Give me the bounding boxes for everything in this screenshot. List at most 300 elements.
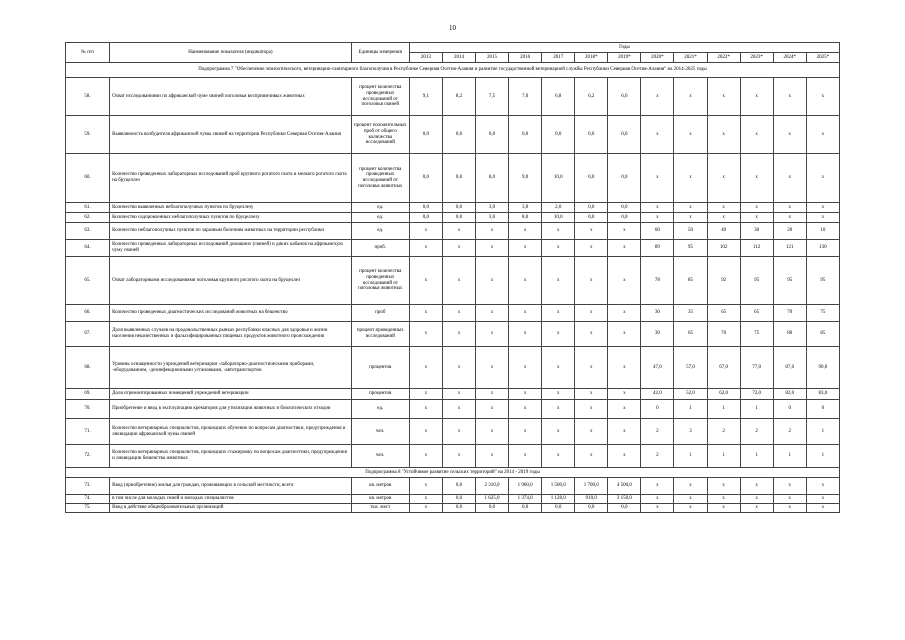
value-cell: х [442, 223, 475, 240]
unit-cell: ед. [351, 203, 409, 213]
value-cell: х [608, 257, 641, 305]
value-cell: х [740, 78, 773, 116]
value-cell: 0,0 [442, 154, 475, 203]
header-year: 2020* [641, 53, 674, 63]
value-cell: 0,0 [442, 504, 475, 513]
value-cell: х [773, 116, 806, 154]
value-cell: 1 [806, 419, 839, 445]
value-cell: х [509, 389, 542, 400]
value-cell: х [641, 203, 674, 213]
value-cell: 1 [707, 400, 740, 419]
row-number: 68. [66, 347, 110, 389]
header-year: 2021* [674, 53, 707, 63]
row-number: 72. [66, 445, 110, 468]
value-cell: х [674, 495, 707, 504]
value-cell: х [674, 478, 707, 495]
value-cell: 77,0 [740, 347, 773, 389]
value-cell: 0,0 [575, 203, 608, 213]
value-cell: 1 [674, 445, 707, 468]
header-year: 2013 [409, 53, 442, 63]
row-number: 71. [66, 419, 110, 445]
value-cell: х [575, 257, 608, 305]
value-cell: х [409, 347, 442, 389]
value-cell: 7,0 [509, 78, 542, 116]
value-cell: х [707, 78, 740, 116]
value-cell: х [773, 478, 806, 495]
value-cell: х [542, 445, 575, 468]
value-cell: х [707, 495, 740, 504]
value-cell: 1 [806, 445, 839, 468]
header-year: 2016 [509, 53, 542, 63]
row-number: 66. [66, 305, 110, 322]
value-cell: х [707, 154, 740, 203]
value-cell: х [575, 389, 608, 400]
row-number: 59. [66, 116, 110, 154]
value-cell: х [542, 347, 575, 389]
row-number: 60. [66, 154, 110, 203]
value-cell: х [707, 116, 740, 154]
value-cell: х [641, 213, 674, 223]
value-cell: 6,8 [542, 78, 575, 116]
value-cell: 2 [641, 419, 674, 445]
value-cell: х [806, 478, 839, 495]
value-cell: х [409, 478, 442, 495]
value-cell: х [806, 504, 839, 513]
value-cell: х [773, 78, 806, 116]
value-cell: 40 [707, 223, 740, 240]
row-number: 65. [66, 257, 110, 305]
value-cell: х [509, 257, 542, 305]
row-number: 73. [66, 478, 110, 495]
header-year: 2017 [542, 53, 575, 63]
unit-cell: процент количества проведенных исследований от поголовья свиней [351, 78, 409, 116]
value-cell: 0,0 [509, 116, 542, 154]
value-cell: х [442, 400, 475, 419]
value-cell: 2,0 [542, 203, 575, 213]
value-cell: 20 [773, 223, 806, 240]
value-cell: х [773, 213, 806, 223]
indicator-name: Количество неблагополучных пунктов по заразным болезням животных на территории республики [110, 223, 352, 240]
header-year: 2015 [476, 53, 509, 63]
value-cell: 1 [707, 445, 740, 468]
unit-cell: чел. [351, 445, 409, 468]
value-cell: х [509, 305, 542, 322]
row-number: 62. [66, 213, 110, 223]
value-cell: х [542, 389, 575, 400]
value-cell: х [806, 495, 839, 504]
value-cell: 89 [641, 240, 674, 257]
value-cell: 2 [641, 445, 674, 468]
value-cell: 3,0 [476, 203, 509, 213]
row-number: 69. [66, 389, 110, 400]
value-cell: 0,0 [442, 495, 475, 504]
value-cell: х [740, 154, 773, 203]
value-cell: 30 [641, 305, 674, 322]
value-cell: 85 [674, 257, 707, 305]
value-cell: х [476, 445, 509, 468]
value-cell: 3 150,0 [608, 495, 641, 504]
value-cell: х [542, 322, 575, 347]
value-cell: х [409, 389, 442, 400]
indicator-name: Приобретение и ввод в эксплуатацию крематоров для утилизации животных и биологических отходов [110, 400, 352, 419]
value-cell: х [509, 223, 542, 240]
value-cell: х [773, 504, 806, 513]
value-cell: 0,0 [575, 504, 608, 513]
value-cell: 75 [740, 322, 773, 347]
value-cell: 0,0 [509, 504, 542, 513]
table-row [66, 305, 840, 322]
value-cell: 0,0 [409, 154, 442, 203]
value-cell: х [641, 478, 674, 495]
value-cell: 0,0 [442, 116, 475, 154]
table-row [66, 504, 840, 513]
indicator-name: Охват исследованиями по африканской чуме свиней поголовья восприимчивых животных [110, 78, 352, 116]
value-cell: х [608, 419, 641, 445]
value-cell: х [476, 322, 509, 347]
value-cell: 130 [806, 240, 839, 257]
value-cell: 102 [707, 240, 740, 257]
row-number: 74. [66, 495, 110, 504]
value-cell: х [542, 257, 575, 305]
value-cell: 0,0 [442, 203, 475, 213]
value-cell: 70 [707, 322, 740, 347]
table-row [66, 445, 840, 468]
table-row [66, 203, 840, 213]
value-cell: 0 [641, 400, 674, 419]
unit-cell: кв. метров [351, 495, 409, 504]
value-cell: х [509, 400, 542, 419]
indicator-name: в том числе для молодых семей и молодых специалистов [110, 495, 352, 504]
unit-cell: ед. [351, 213, 409, 223]
value-cell: х [641, 154, 674, 203]
value-cell: х [575, 240, 608, 257]
value-cell: 0,0 [542, 504, 575, 513]
value-cell: 1 700,0 [575, 478, 608, 495]
value-cell: х [575, 400, 608, 419]
value-cell: 92 [707, 257, 740, 305]
section-title: Подпрограмма 8 "Устойчивое развитие сельских территорий" на 2014 - 2019 годы [66, 468, 840, 478]
unit-cell: процент количества проведенных исследований от поголовья животных [351, 154, 409, 203]
value-cell: х [575, 347, 608, 389]
indicator-name: Ввод (приобретение) жилья для граждан, проживающих в сельской местности, всего: [110, 478, 352, 495]
value-cell: х [442, 389, 475, 400]
value-cell: 121 [773, 240, 806, 257]
value-cell: х [476, 347, 509, 389]
unit-cell: процент количества проведенных исследований от поголовья животных [351, 257, 409, 305]
table-row [66, 389, 840, 400]
value-cell: 910,0 [575, 495, 608, 504]
row-number: 64. [66, 240, 110, 257]
value-cell: х [542, 419, 575, 445]
value-cell: х [740, 495, 773, 504]
value-cell: 2 310,0 [476, 478, 509, 495]
page-number: 10 [449, 24, 456, 32]
value-cell: 0,0 [409, 116, 442, 154]
row-number: 61. [66, 203, 110, 213]
header-year: 2019* [608, 53, 641, 63]
value-cell: 0,0 [409, 213, 442, 223]
value-cell: х [674, 213, 707, 223]
value-cell: х [641, 495, 674, 504]
value-cell: х [773, 203, 806, 213]
value-cell: х [575, 223, 608, 240]
value-cell: х [542, 400, 575, 419]
value-cell: х [740, 478, 773, 495]
value-cell: 8,0 [476, 154, 509, 203]
value-cell: 9,1 [409, 78, 442, 116]
unit-cell: тыс. мест [351, 504, 409, 513]
value-cell: х [575, 445, 608, 468]
value-cell: 8,0 [509, 213, 542, 223]
value-cell: 7,5 [476, 78, 509, 116]
value-cell: 60 [641, 223, 674, 240]
table-row [66, 322, 840, 347]
header-name: Наименование показателя (индикатора) [110, 43, 352, 63]
value-cell: 0,0 [442, 213, 475, 223]
value-cell: х [806, 116, 839, 154]
value-cell: х [674, 203, 707, 213]
value-cell: х [409, 257, 442, 305]
value-cell: 0,0 [409, 203, 442, 213]
indicator-name: Количество проведенных диагностических исследований животных на бешенство [110, 305, 352, 322]
value-cell: х [641, 78, 674, 116]
value-cell: х [409, 495, 442, 504]
value-cell: 1 500,0 [542, 478, 575, 495]
value-cell: х [409, 240, 442, 257]
value-cell: 95 [740, 257, 773, 305]
value-cell: 1 [740, 445, 773, 468]
value-cell: 0,0 [442, 478, 475, 495]
value-cell: х [773, 495, 806, 504]
value-cell: 3 [674, 419, 707, 445]
value-cell: х [442, 347, 475, 389]
value-cell: х [806, 213, 839, 223]
value-cell: 6,2 [575, 78, 608, 116]
unit-cell: процент положительных проб от общего количества исследований [351, 116, 409, 154]
value-cell: х [806, 203, 839, 213]
value-cell: х [740, 203, 773, 213]
value-cell: 1 [773, 445, 806, 468]
value-cell: 0,0 [575, 116, 608, 154]
unit-cell: чел. [351, 419, 409, 445]
indicator-name: Охват лабораторными исследованиями поголовья крупного рогатого скота на бруцеллез [110, 257, 352, 305]
unit-cell: проб [351, 305, 409, 322]
value-cell: х [608, 223, 641, 240]
value-cell: х [409, 419, 442, 445]
value-cell: 72,0 [740, 389, 773, 400]
table-row [66, 478, 840, 495]
indicator-name: Уровень оснащенности учреждений ветеринарии -лабораторно-диагностическими приборами, -оборудованием, -дезинфекционными установками, -автотранспортом [110, 347, 352, 389]
row-number: 63. [66, 223, 110, 240]
value-cell: 2 [740, 419, 773, 445]
value-cell: 57,0 [674, 347, 707, 389]
unit-cell: процент проведенных исследований [351, 322, 409, 347]
value-cell: 3,0 [509, 203, 542, 213]
value-cell: 0,0 [476, 504, 509, 513]
value-cell: 1 [674, 400, 707, 419]
table-row [66, 400, 840, 419]
value-cell: х [608, 347, 641, 389]
value-cell: 30 [641, 322, 674, 347]
value-cell: 65 [740, 305, 773, 322]
value-cell: х [608, 389, 641, 400]
value-cell: 52,0 [674, 389, 707, 400]
value-cell: 65 [707, 305, 740, 322]
value-cell: 95 [773, 257, 806, 305]
value-cell: 90,0 [806, 347, 839, 389]
value-cell: 10,0 [542, 213, 575, 223]
section-header-row [66, 63, 840, 78]
value-cell: х [509, 322, 542, 347]
value-cell: х [707, 203, 740, 213]
value-cell: х [476, 223, 509, 240]
value-cell: 78 [641, 257, 674, 305]
value-cell: х [442, 257, 475, 305]
row-number: 58. [66, 78, 110, 116]
value-cell: х [608, 445, 641, 468]
value-cell: 8,2 [442, 78, 475, 116]
table-row [66, 213, 840, 223]
value-cell: х [409, 223, 442, 240]
indicator-name: Количество проведенных лабораторных исследований домашних (свиней) и диких кабанов на африканскую чуму свиней [110, 240, 352, 257]
row-number: 75. [66, 504, 110, 513]
value-cell: х [542, 240, 575, 257]
value-cell: х [409, 305, 442, 322]
value-cell: х [575, 419, 608, 445]
value-cell: х [641, 116, 674, 154]
value-cell: 0,0 [542, 116, 575, 154]
value-cell: 87,0 [773, 347, 806, 389]
unit-cell: проб. [351, 240, 409, 257]
value-cell: 65 [674, 322, 707, 347]
value-cell: 0,0 [575, 154, 608, 203]
value-cell: 47,0 [641, 347, 674, 389]
value-cell: 83,0 [806, 389, 839, 400]
unit-cell: кв. метров [351, 478, 409, 495]
value-cell: 35 [674, 305, 707, 322]
header-year: 2025* [806, 53, 839, 63]
value-cell: х [707, 504, 740, 513]
value-cell: х [476, 389, 509, 400]
value-cell: х [740, 504, 773, 513]
header-unit: Единицы измерения [351, 43, 409, 63]
indicator-name: Выявляемость возбудителя африканской чумы свиней на территории Республики Северная Осетия-Алания [110, 116, 352, 154]
value-cell: х [608, 322, 641, 347]
value-cell: 10,0 [542, 154, 575, 203]
value-cell: х [409, 445, 442, 468]
value-cell: 95 [674, 240, 707, 257]
value-cell: х [476, 240, 509, 257]
value-cell: 0,0 [608, 203, 641, 213]
value-cell: 42,0 [641, 389, 674, 400]
value-cell: 80 [773, 322, 806, 347]
value-cell: 30 [740, 223, 773, 240]
header-year: 2024* [773, 53, 806, 63]
value-cell: х [476, 400, 509, 419]
value-cell: х [409, 504, 442, 513]
header-years-title: Годы [409, 43, 839, 53]
unit-cell: ед. [351, 400, 409, 419]
value-cell: 0,0 [575, 213, 608, 223]
value-cell: 1 [740, 400, 773, 419]
value-cell: 0,0 [608, 154, 641, 203]
value-cell: 0 [773, 400, 806, 419]
value-cell: х [509, 240, 542, 257]
value-cell: 1 374,0 [509, 495, 542, 504]
table-row [66, 419, 840, 445]
table-row [66, 154, 840, 203]
indicator-name: Количество оздоровленных неблагополучных пунктов по бруцеллезу [110, 213, 352, 223]
value-cell: 2 [773, 419, 806, 445]
value-cell: 1 128,0 [542, 495, 575, 504]
value-cell: 50 [674, 223, 707, 240]
indicator-name: Количество выявленных неблагополучных пунктов по бруцеллезу [110, 203, 352, 213]
value-cell: 1 625,0 [476, 495, 509, 504]
value-cell: 75 [806, 305, 839, 322]
value-cell: 4 500,0 [608, 478, 641, 495]
header-year: 2018* [575, 53, 608, 63]
header-year: 2022* [707, 53, 740, 63]
value-cell: 85 [806, 322, 839, 347]
value-cell: 62,0 [707, 389, 740, 400]
header-year: 2023* [740, 53, 773, 63]
value-cell: 0,0 [608, 504, 641, 513]
value-cell: х [806, 78, 839, 116]
unit-cell: процентов [351, 347, 409, 389]
row-number: 70. [66, 400, 110, 419]
value-cell: 10 [806, 223, 839, 240]
value-cell: х [409, 400, 442, 419]
value-cell: х [509, 347, 542, 389]
value-cell: х [509, 419, 542, 445]
value-cell: 82,0 [773, 389, 806, 400]
value-cell: 1 960,0 [509, 478, 542, 495]
value-cell: х [608, 305, 641, 322]
indicator-name: Доля выявленных случаев на продовольственных рынках республики опасных для здоровья и жизни населения некачественных и фальсифицированных пищевых продуктов животного происхождения [110, 322, 352, 347]
value-cell: х [740, 116, 773, 154]
value-cell: х [806, 154, 839, 203]
table-row [66, 78, 840, 116]
value-cell: 0,0 [476, 116, 509, 154]
value-cell: 2 [707, 419, 740, 445]
value-cell: х [409, 322, 442, 347]
value-cell: 95 [806, 257, 839, 305]
value-cell: х [542, 223, 575, 240]
value-cell: 6,0 [608, 78, 641, 116]
value-cell: х [674, 154, 707, 203]
indicator-name: Ввод в действие общеобразовательных организаций [110, 504, 352, 513]
header-num: № п/п [66, 43, 110, 63]
indicator-name: Количество ветеринарных специалистов, прошедших стажировку по вопросам диагностики, предупреждения и ликвидации бешенства животных [110, 445, 352, 468]
indicators-table [65, 42, 840, 513]
value-cell: 70 [773, 305, 806, 322]
value-cell: х [641, 504, 674, 513]
value-cell: 0,0 [608, 213, 641, 223]
value-cell: х [773, 154, 806, 203]
value-cell: х [442, 322, 475, 347]
value-cell: х [608, 400, 641, 419]
value-cell: х [575, 322, 608, 347]
table-row [66, 223, 840, 240]
value-cell: х [674, 116, 707, 154]
value-cell: 67,0 [707, 347, 740, 389]
value-cell: х [674, 504, 707, 513]
value-cell: х [707, 213, 740, 223]
value-cell: 9,0 [509, 154, 542, 203]
table-row [66, 257, 840, 305]
value-cell: х [674, 78, 707, 116]
table-row [66, 116, 840, 154]
